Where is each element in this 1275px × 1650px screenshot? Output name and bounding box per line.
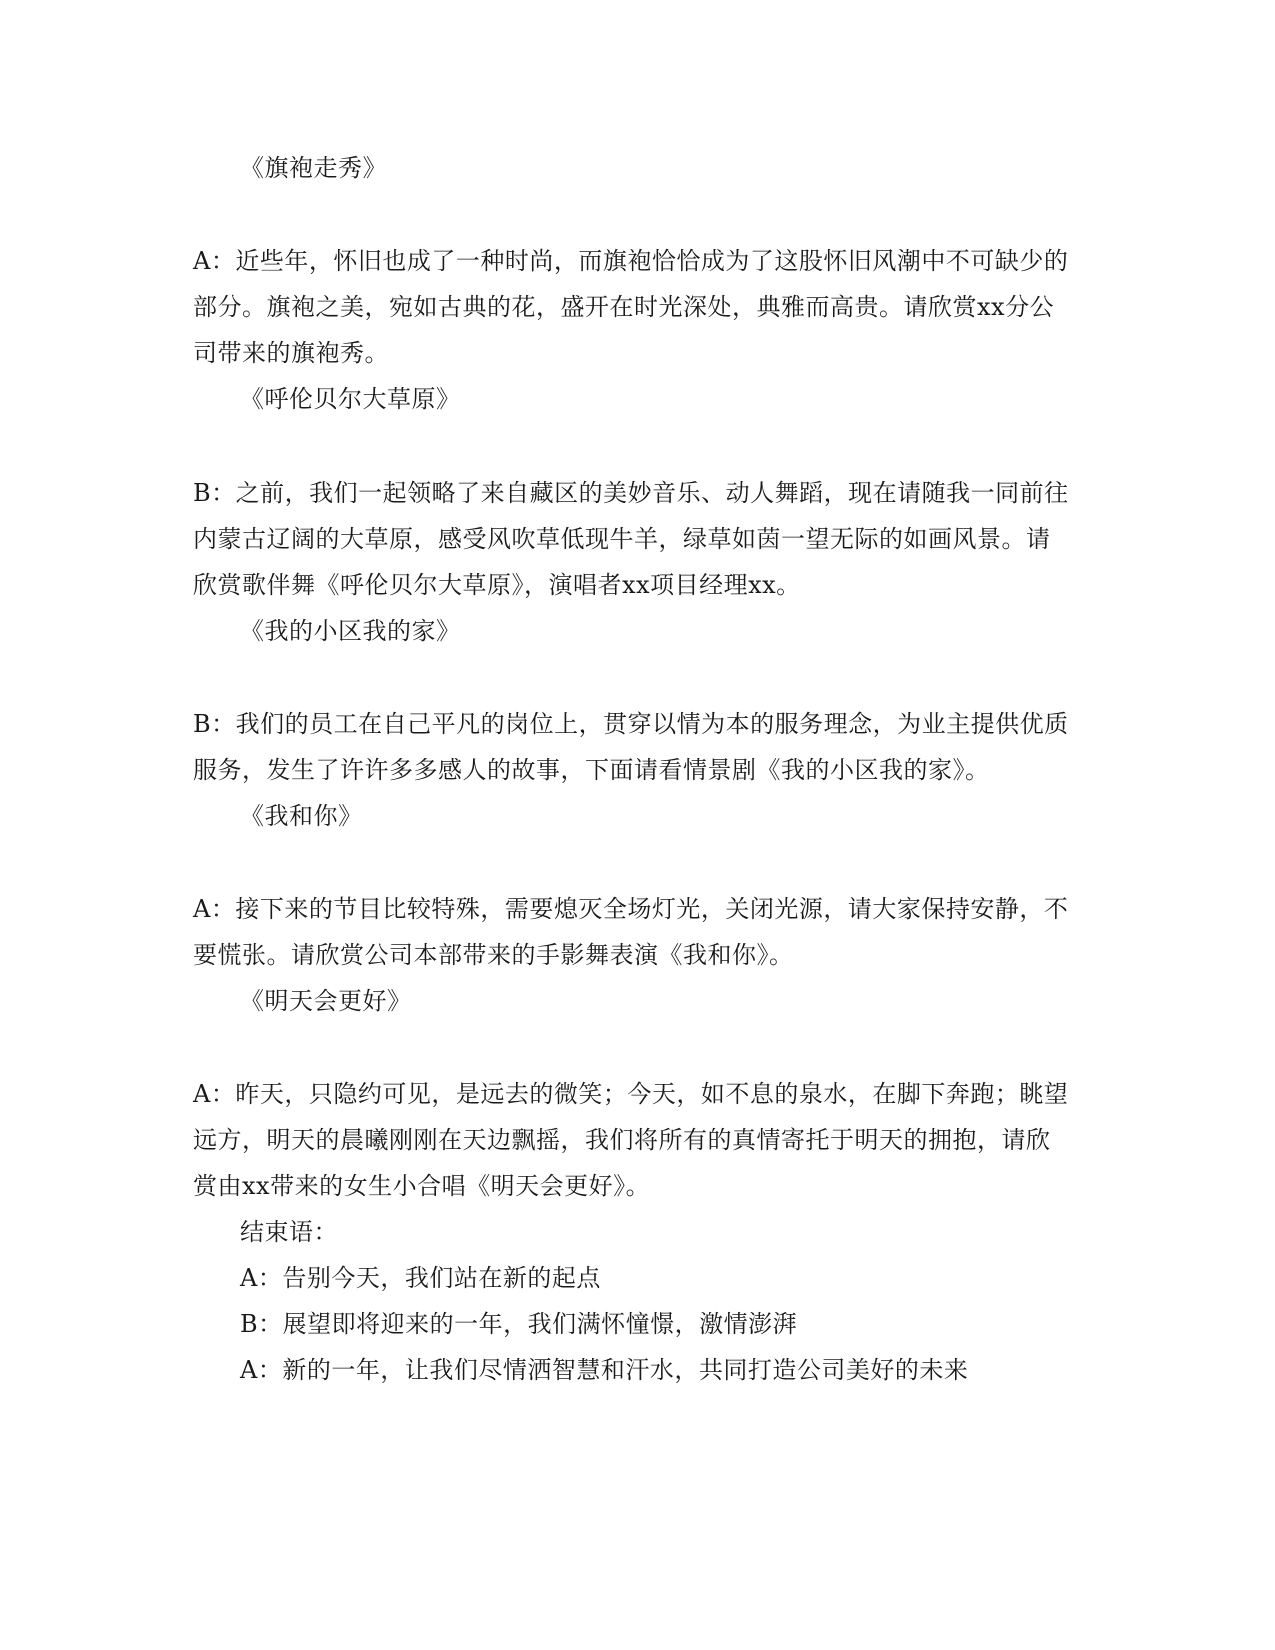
- paragraph-line: 司带来的旗袍秀。: [193, 339, 389, 367]
- section-title: 《旗袍走秀》: [240, 154, 387, 182]
- closing-line: B：展望即将迎来的一年，我们满怀憧憬，激情澎湃: [240, 1310, 798, 1338]
- paragraph-line: A：昨天，只隐约可见，是远去的微笑；今天，如不息的泉水，在脚下奔跑；眺望: [193, 1080, 1069, 1108]
- closing-heading: 结束语：: [240, 1218, 338, 1246]
- section-title: 《明天会更好》: [240, 987, 412, 1015]
- paragraph-line: A：接下来的节目比较特殊，需要熄灭全场灯光，关闭光源，请大家保持安静，不: [193, 895, 1069, 923]
- paragraph-line: 赏由xx带来的女生小合唱《明天会更好》。: [193, 1172, 651, 1200]
- paragraph-line: 欣赏歌伴舞《呼伦贝尔大草原》，演唱者xx项目经理xx。: [193, 571, 801, 599]
- paragraph-line: 远方，明天的晨曦刚刚在天边飘摇，我们将所有的真情寄托于明天的拥抱，请欣: [193, 1126, 1051, 1154]
- paragraph-line: 内蒙古辽阔的大草原，感受风吹草低现牛羊，绿草如茵一望无际的如画风景。请: [193, 525, 1051, 553]
- paragraph-line: 部分。旗袍之美，宛如古典的花，盛开在时光深处，典雅而高贵。请欣赏xx分公: [193, 293, 1055, 321]
- closing-line: A：告别今天，我们站在新的起点: [240, 1264, 601, 1292]
- paragraph-line: B：我们的员工在自己平凡的岗位上，贯穿以情为本的服务理念，为业主提供优质: [193, 710, 1069, 738]
- section-title: 《我和你》: [240, 802, 363, 830]
- paragraph-line: 服务，发生了许许多多感人的故事，下面请看情景剧《我的小区我的家》。: [193, 756, 990, 784]
- section-title: 《我的小区我的家》: [240, 617, 461, 645]
- section-title: 《呼伦贝尔大草原》: [240, 385, 461, 413]
- paragraph-line: B：之前，我们一起领略了来自藏区的美妙音乐、动人舞蹈，现在请随我一同前往: [193, 479, 1069, 507]
- paragraph-line: 要慌张。请欣赏公司本部带来的手影舞表演《我和你》。: [193, 941, 794, 969]
- closing-line: A：新的一年，让我们尽情洒智慧和汗水，共同打造公司美好的未来: [240, 1356, 969, 1384]
- paragraph-line: A：近些年，怀旧也成了一种时尚，而旗袍恰恰成为了这股怀旧风潮中不可缺少的: [193, 247, 1069, 275]
